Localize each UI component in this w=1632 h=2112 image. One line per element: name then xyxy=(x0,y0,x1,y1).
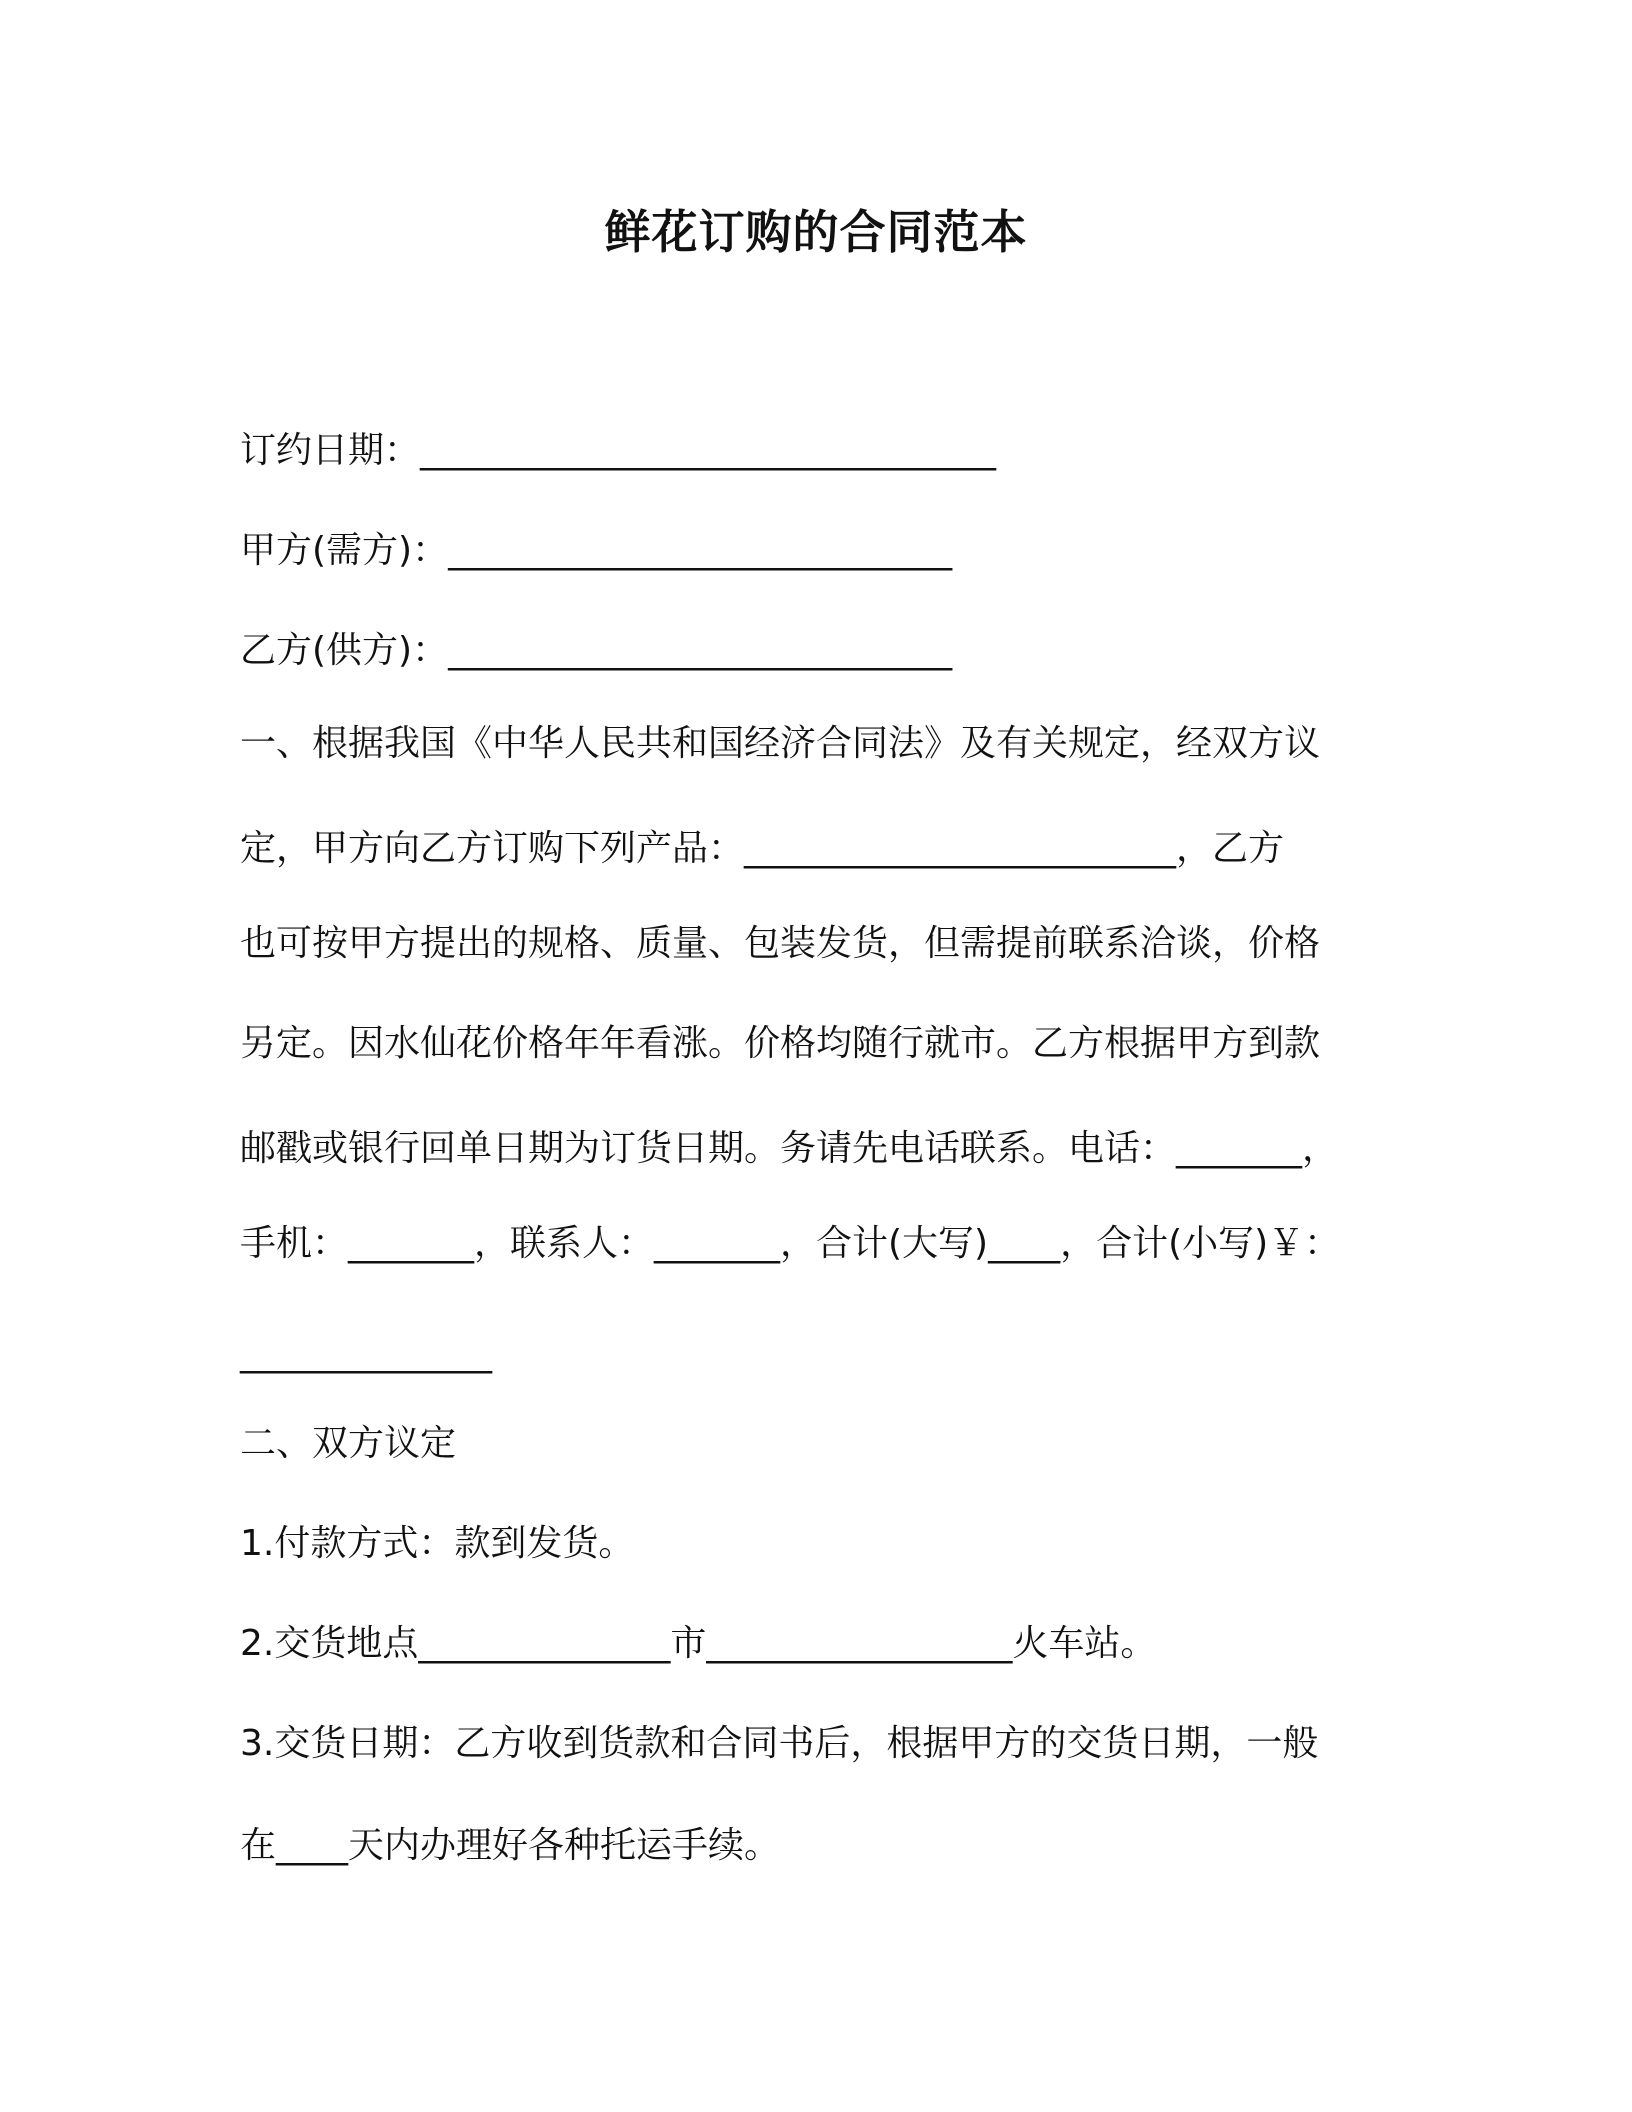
section-2-heading: 二、双方议定 xyxy=(240,1423,457,1464)
clause-1-line-6: 手机：_______，联系人：_______，合计(大写)____，合计(小写)￥： xyxy=(240,1223,1341,1264)
delivery-date-line-2: 在____天内办理好各种托运手续。 xyxy=(240,1825,781,1866)
clause-1-line-2: 定，甲方向乙方订购下列产品：________________________，乙方 xyxy=(240,828,1285,869)
clause-1-line-4: 另定。因水仙花价格年年看涨。价格均随行就市。乙方根据甲方到款 xyxy=(240,1023,1321,1064)
party-a-line: 甲方(需方)：____________________________ xyxy=(240,530,953,571)
clause-1-line-5: 邮戳或银行回单日期为订货日期。务请先电话联系。电话：_______， xyxy=(240,1128,1339,1169)
payment-method-line: 1.付款方式：款到发货。 xyxy=(240,1523,635,1564)
delivery-location-line: 2.交货地点______________市_________________火车站。 xyxy=(240,1623,1157,1664)
party-b-line: 乙方(供方)：____________________________ xyxy=(240,630,953,671)
clause-1-line-7: ______________ xyxy=(240,1333,492,1374)
clause-1-line-1: 一、根据我国《中华人民共和国经济合同法》及有关规定，经双方议 xyxy=(240,723,1321,764)
delivery-date-line-1: 3.交货日期：乙方收到货款和合同书后，根据甲方的交货日期，一般 xyxy=(240,1723,1319,1764)
document-title: 鲜花订购的合同范本 xyxy=(604,205,1028,259)
clause-1-line-3: 也可按甲方提出的规格、质量、包装发货，但需提前联系洽谈，价格 xyxy=(240,923,1321,964)
signing-date-line: 订约日期：________________________________ xyxy=(240,430,997,471)
